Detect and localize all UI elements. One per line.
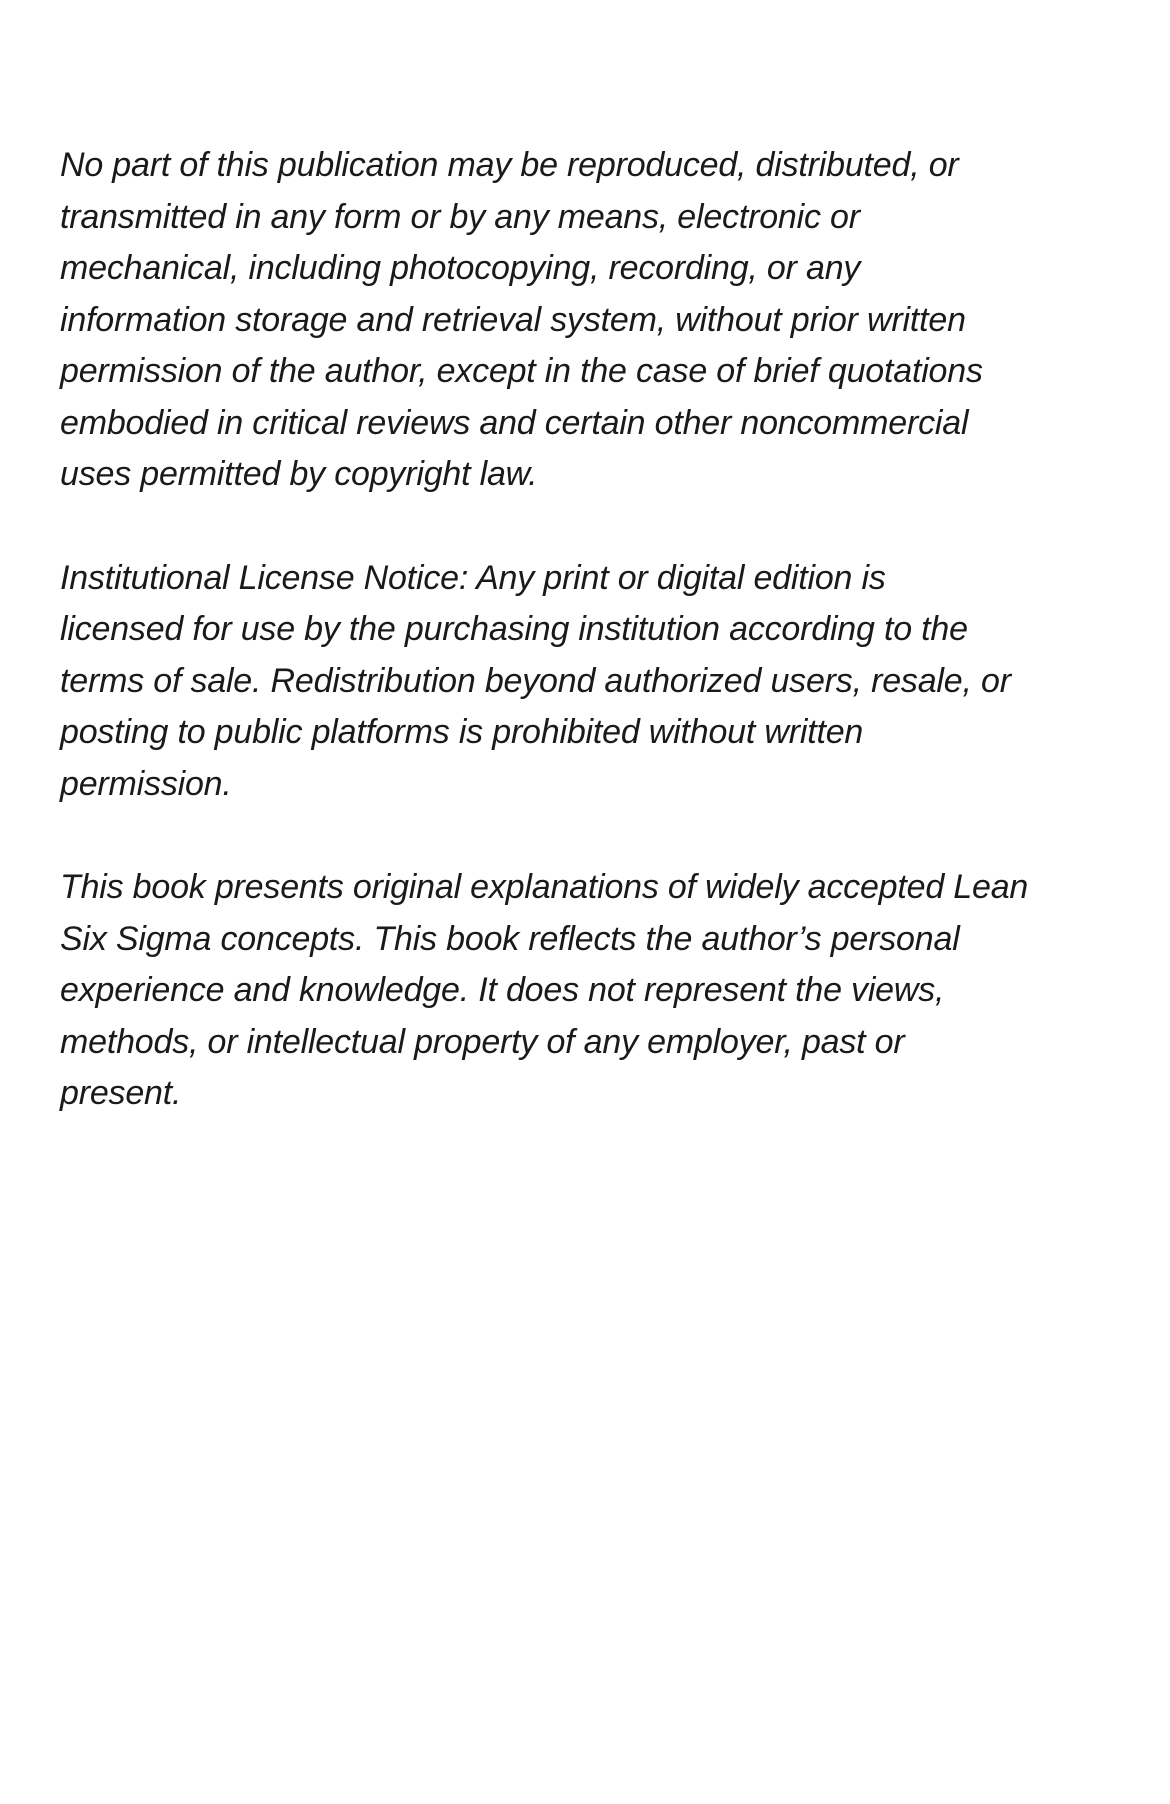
text-line: licensed for use by the purchasing institution according to the xyxy=(60,610,968,648)
text-line: This book presents original explanations of widely accepted Lean xyxy=(60,868,1029,906)
text-line: permission. xyxy=(60,764,232,803)
text-line: methods, or intellectual property of any employer, past or xyxy=(60,1022,905,1061)
text-line: No part of this publication may be reproduced, distributed, or xyxy=(60,146,959,184)
text-line: permission of the author, except in the case of brief quotations xyxy=(60,352,983,390)
text-line: Six Sigma concepts. This book reflects the author’s personal xyxy=(60,919,960,958)
disclaimer-paragraph xyxy=(60,862,1120,1120)
text-line: experience and knowledge. It does not represent the views, xyxy=(60,971,945,1009)
text-line: transmitted in any form or by any means, electronic or xyxy=(60,197,860,236)
license-notice-paragraph xyxy=(60,553,1120,811)
text-line: posting to public platforms is prohibited without written xyxy=(60,713,864,751)
copyright-paragraph xyxy=(60,140,1120,501)
text-line: uses permitted by copyright law. xyxy=(60,455,538,493)
text-line: Institutional License Notice: Any print or digital edition is xyxy=(60,558,886,597)
text-line: terms of sale. Redistribution beyond authorized users, resale, or xyxy=(60,661,1011,700)
page-content xyxy=(60,140,1120,1120)
text-line: embodied in critical reviews and certain other noncommercial xyxy=(60,403,969,442)
text-line: present. xyxy=(60,1074,182,1112)
text-line: mechanical, including photocopying, recording, or any xyxy=(60,249,861,287)
text-line: information storage and retrieval system, without prior written xyxy=(60,300,966,339)
